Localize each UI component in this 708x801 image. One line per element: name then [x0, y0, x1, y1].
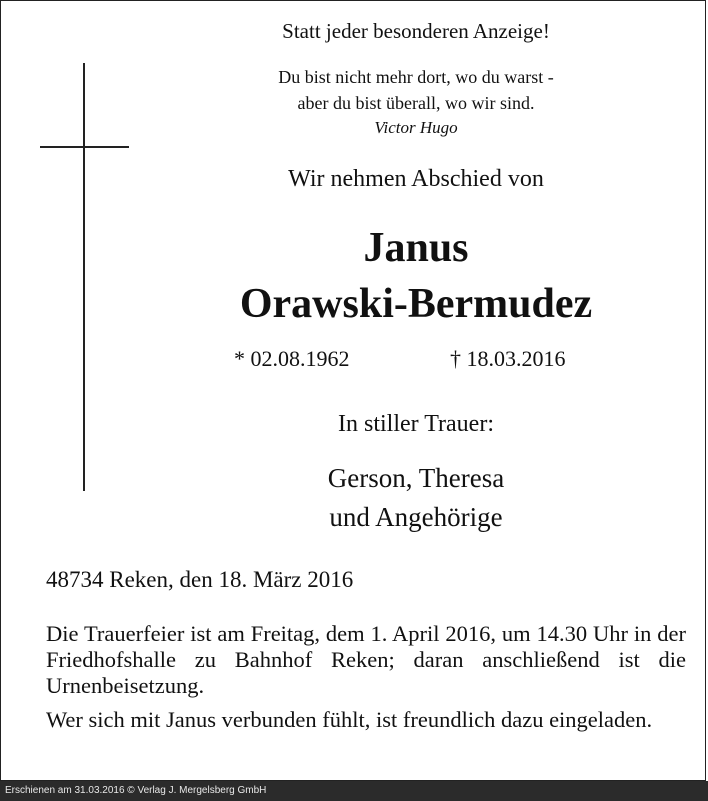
mourners [121, 459, 708, 537]
invitation-text: Wer sich mit Janus verbunden fühlt, ist freundlich dazu eingeladen. [46, 707, 653, 732]
cross-icon-bar [40, 146, 129, 148]
birth-date: * 02.08.1962 [234, 346, 350, 371]
deceased-name [121, 220, 708, 332]
mourning-label: In stiller Trauer: [338, 411, 494, 437]
place-date: 48734 Reken, den 18. März 2016 [46, 567, 354, 592]
poem-quote [121, 64, 708, 116]
first-name: Janus [363, 225, 469, 271]
poem-author: Victor Hugo [374, 118, 458, 137]
last-name: Orawski-Bermudez [239, 281, 593, 327]
mourners-line: Gerson, Theresa [327, 463, 505, 493]
mourners-line: und Angehörige [329, 502, 503, 532]
notice-heading: Statt jeder besonderen Anzeige! [282, 19, 550, 43]
poem-line: aber du bist überall, wo wir sind. [297, 93, 535, 113]
poem-line: Du bist nicht mehr dort, wo du warst - [278, 67, 554, 87]
farewell-intro: Wir nehmen Abschied von [288, 166, 544, 192]
publication-footer: Erschienen am 31.03.2016 © Verlag J. Mergelsberg GmbH [0, 781, 708, 801]
death-date: † 18.03.2016 [450, 346, 566, 371]
cross-icon [83, 63, 85, 491]
funeral-info: Die Trauerfeier ist am Freitag, dem 1. April 2016, um 14.30 Uhr in der Friedhofshalle zu Bahnhof Reken; daran anschließend ist die Urnenbeisetzung. [46, 621, 686, 698]
